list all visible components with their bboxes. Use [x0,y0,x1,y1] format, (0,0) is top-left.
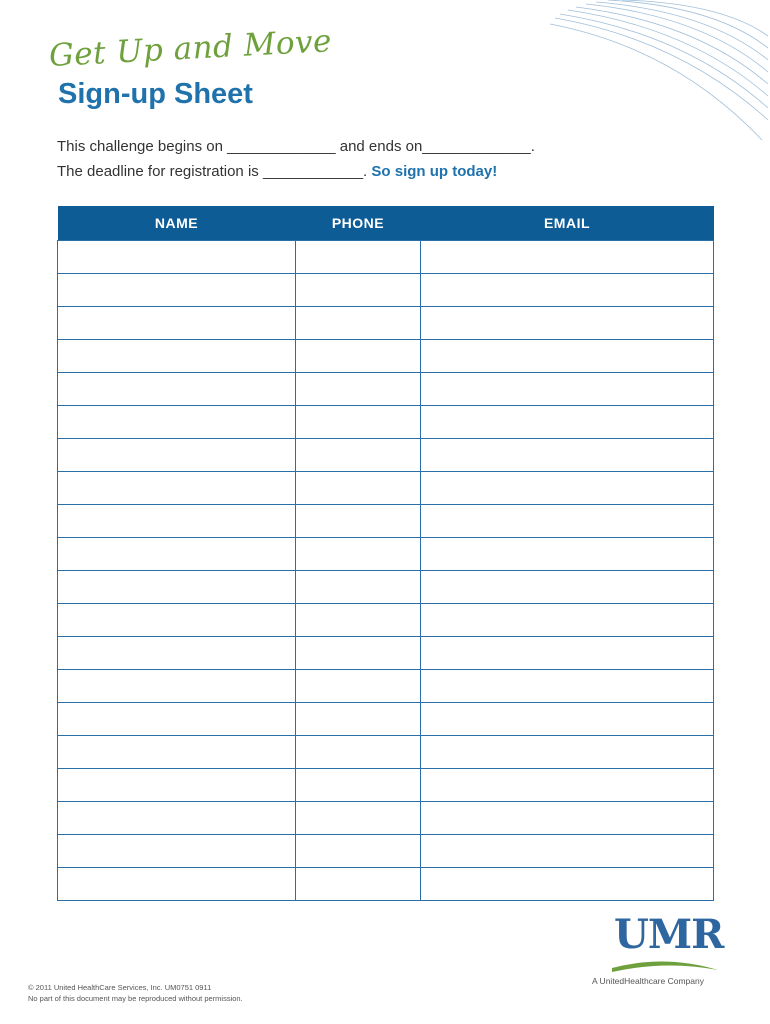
name-cell[interactable] [58,538,296,571]
name-cell[interactable] [58,769,296,802]
table-row [58,340,714,373]
table-row [58,241,714,274]
phone-cell[interactable] [296,439,421,472]
phone-cell[interactable] [296,307,421,340]
email-cell[interactable] [421,340,714,373]
name-cell[interactable] [58,802,296,835]
email-cell[interactable] [421,241,714,274]
table-row [58,769,714,802]
column-header-name: NAME [58,206,296,241]
page-title: Sign-up Sheet [58,78,253,110]
tagline: Get Up and Move [48,23,333,74]
email-cell[interactable] [421,670,714,703]
email-cell[interactable] [421,406,714,439]
table-row [58,736,714,769]
table-row [58,505,714,538]
table-header-row [58,206,714,241]
phone-cell[interactable] [296,637,421,670]
copyright-text: © 2011 United HealthCare Services, Inc. UM0751 0911 [28,983,212,992]
phone-cell[interactable] [296,769,421,802]
table-row [58,571,714,604]
email-cell[interactable] [421,472,714,505]
name-cell[interactable] [58,439,296,472]
legal-footer [28,982,243,1004]
deadline-text: The deadline for registration is ____________. [57,163,372,180]
email-cell[interactable] [421,637,714,670]
name-cell[interactable] [58,274,296,307]
phone-cell[interactable] [296,604,421,637]
table-row [58,373,714,406]
email-cell[interactable] [421,703,714,736]
registration-deadline-line [57,163,497,180]
name-cell[interactable] [58,241,296,274]
signup-table [57,206,714,901]
phone-cell[interactable] [296,670,421,703]
email-cell[interactable] [421,769,714,802]
logo-tagline: A UnitedHealthcare Company [592,976,704,986]
email-cell[interactable] [421,307,714,340]
name-cell[interactable] [58,571,296,604]
decorative-arcs [540,0,770,150]
name-cell[interactable] [58,307,296,340]
name-cell[interactable] [58,406,296,439]
phone-cell[interactable] [296,505,421,538]
table-row [58,439,714,472]
umr-logo [586,912,726,992]
email-cell[interactable] [421,274,714,307]
name-cell[interactable] [58,703,296,736]
logo-wordmark: UMR [614,911,724,958]
column-header-email: EMAIL [421,206,714,241]
table-row [58,670,714,703]
table-row [58,406,714,439]
name-cell[interactable] [58,604,296,637]
name-cell[interactable] [58,505,296,538]
email-cell[interactable] [421,868,714,901]
table-row [58,703,714,736]
name-cell[interactable] [58,637,296,670]
phone-cell[interactable] [296,241,421,274]
name-cell[interactable] [58,736,296,769]
email-cell[interactable] [421,736,714,769]
phone-cell[interactable] [296,538,421,571]
email-cell[interactable] [421,538,714,571]
logo-swoosh-icon [610,956,720,976]
phone-cell[interactable] [296,703,421,736]
email-cell[interactable] [421,505,714,538]
sign-up-call-to-action: So sign up today! [371,163,498,180]
name-cell[interactable] [58,835,296,868]
table-row [58,307,714,340]
name-cell[interactable] [58,472,296,505]
name-cell[interactable] [58,868,296,901]
table-row [58,274,714,307]
email-cell[interactable] [421,802,714,835]
column-header-phone: PHONE [296,206,421,241]
email-cell[interactable] [421,835,714,868]
phone-cell[interactable] [296,472,421,505]
table-row [58,538,714,571]
phone-cell[interactable] [296,835,421,868]
table-row [58,835,714,868]
phone-cell[interactable] [296,373,421,406]
email-cell[interactable] [421,604,714,637]
table-row [58,472,714,505]
phone-cell[interactable] [296,406,421,439]
phone-cell[interactable] [296,736,421,769]
email-cell[interactable] [421,373,714,406]
phone-cell[interactable] [296,571,421,604]
name-cell[interactable] [58,373,296,406]
reproduction-notice: No part of this document may be reproduced without permission. [28,994,243,1003]
challenge-dates-line: This challenge begins on _____________ and ends on_____________. [57,138,535,155]
table-row [58,868,714,901]
name-cell[interactable] [58,670,296,703]
email-cell[interactable] [421,439,714,472]
table-row [58,604,714,637]
email-cell[interactable] [421,571,714,604]
table-row [58,802,714,835]
phone-cell[interactable] [296,340,421,373]
table-row [58,637,714,670]
phone-cell[interactable] [296,802,421,835]
phone-cell[interactable] [296,868,421,901]
phone-cell[interactable] [296,274,421,307]
name-cell[interactable] [58,340,296,373]
